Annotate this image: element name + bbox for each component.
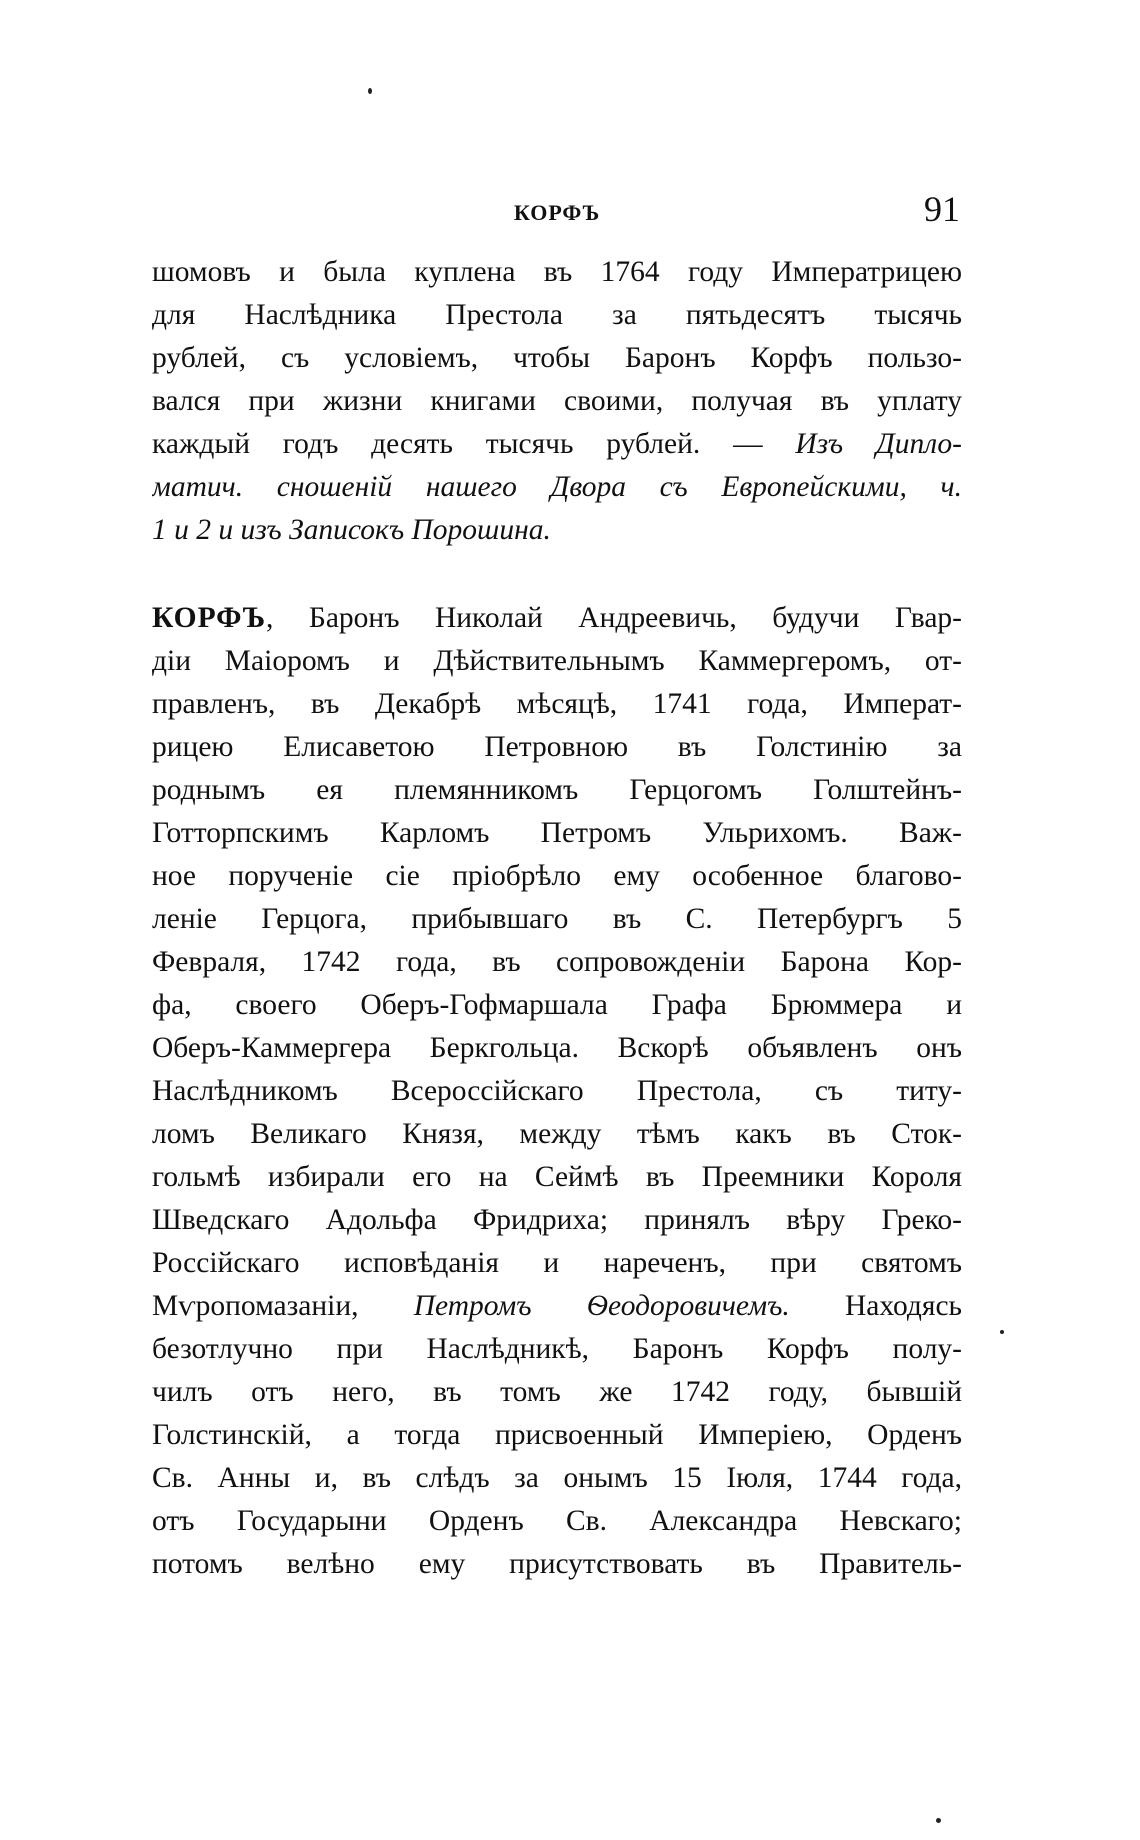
text-line: леніе Герцога, прибывшаго въ С. Петербургъ 5 [152,903,962,935]
text-line: Оберъ-Каммергера Беркгольца. Вскорѣ объявленъ онъ [152,1032,962,1064]
ink-speck [368,88,372,94]
ink-speck [1000,1330,1004,1334]
page-number: 91 [924,189,960,229]
text-span: , Баронъ Николай Андреевичь, будучи Гвар- [266,602,962,634]
page-header [152,188,962,238]
text-line: рублей, съ условіемъ, чтобы Баронъ Корфъ пользо- [152,342,962,374]
text-line: для Наслѣдника Престола за пятьдесятъ тысячь [152,299,962,331]
entry-first-line [152,598,962,638]
text-line [152,1286,962,1326]
text-line: шомовъ и была куплена въ 1764 году Императрицею [152,256,962,288]
text-span: — [700,428,763,460]
source-citation-line: 1 и 2 и изъ Записокъ Порошина. [152,514,551,546]
text-line [152,424,962,464]
text-line: ное порученіе сіе пріобрѣло ему особенное благово- [152,860,962,892]
text-line: потомъ велѣно ему присутствовать въ Правитель- [152,1548,962,1580]
text-line: гольмѣ избирали его на Сеймѣ въ Преемники Короля [152,1161,962,1193]
text-line: безотлучно при Наслѣдникѣ, Баронъ Корфъ полу- [152,1333,962,1365]
text-line: отъ Государыни Орденъ Св. Александра Невскаго; [152,1505,962,1537]
text-line: правленъ, въ Декабрѣ мѣсяцѣ, 1741 года, Императ- [152,688,962,720]
text-line: вался при жизни книгами своими, получая въ уплату [152,385,962,417]
text-line: Св. Анны и, въ слѣдъ за онымъ 15 Іюля, 1744 года, [152,1462,962,1494]
text-line: Наслѣдникомъ Всероссійскаго Престола, съ титу- [152,1075,962,1107]
entry-headword: КОРФЪ [152,602,267,634]
text-span: Находясь [789,1290,962,1322]
text-line: Россійскаго исповѣданія и нареченъ, при святомъ [152,1247,962,1279]
running-head: КОРФЪ [513,200,601,225]
text-line: фа, своего Оберъ-Гофмаршала Графа Брюммера и [152,989,962,1021]
text-line: роднымъ ея племянникомъ Герцогомъ Голштейнъ- [152,774,962,806]
ink-speck [936,1818,941,1823]
text-span: Мѵропомазаніи, [152,1290,414,1322]
text-line: чилъ отъ него, въ томъ же 1742 году, бывшій [152,1376,962,1408]
text-line: Февраля, 1742 года, въ сопровожденіи Барона Кор- [152,946,962,978]
text-line: ломъ Великаго Князя, между тѣмъ какъ въ Сток- [152,1118,962,1150]
text-line: Готторпскимъ Карломъ Петромъ Ульрихомъ. Важ- [152,817,962,849]
source-citation-line: матич. сношеній нашего Двора съ Европейскими, ч. [152,471,962,503]
text-line: Голстинскій, а тогда присвоенный Имперіею, Орденъ [152,1419,962,1451]
text-line: Шведскаго Адольфа Фридриха; принялъ вѣру Греко- [152,1204,962,1236]
italic-name: Петромъ Ѳеодоровичемъ. [413,1290,790,1322]
text-span: каждый годъ десять тысячь рублей. [152,428,701,460]
text-line: рицею Елисаветою Петровною въ Голстинію за [152,731,962,763]
source-citation: Изъ Дипло- [795,428,962,460]
text-line: діи Маіоромъ и Дѣйствительнымъ Каммергеромъ, от- [152,645,962,677]
